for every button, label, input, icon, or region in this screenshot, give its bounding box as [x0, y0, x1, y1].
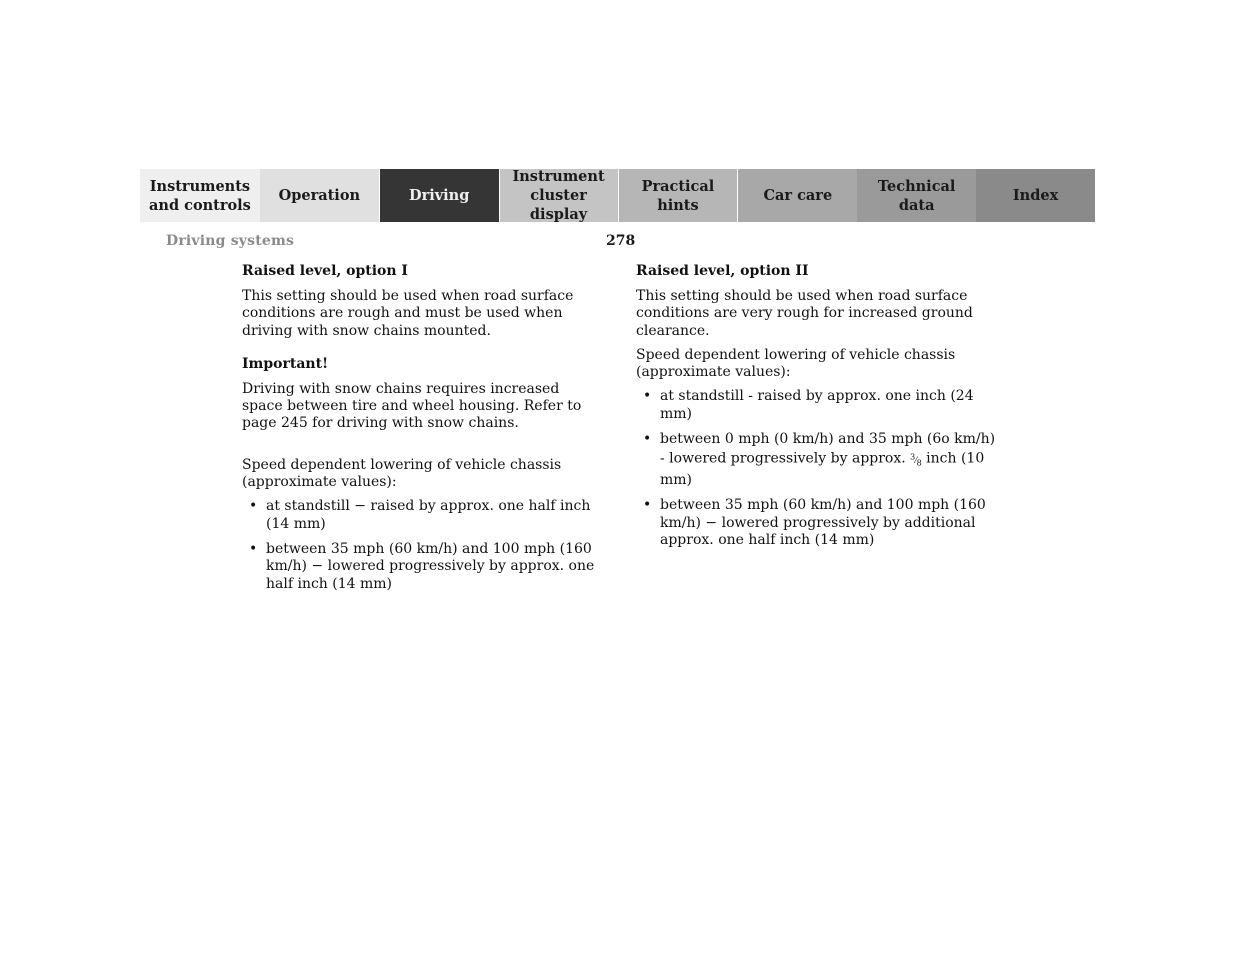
list-item: • between 35 mph (60 km/h) and 100 mph (160 km/h) − lowered progressively by approx. one half inch (14 mm) — [242, 541, 597, 593]
paragraph-speed-intro: Speed dependent lowering of vehicle chassis (approximate values): — [636, 346, 956, 381]
tab-label: Car care — [763, 187, 833, 204]
page-number: 278 — [606, 233, 636, 249]
left-column — [242, 263, 597, 601]
bullet-text: inch (10 mm) — [660, 451, 985, 488]
tab-operation[interactable] — [260, 169, 379, 222]
tab-index[interactable] — [976, 169, 1095, 222]
bullet-list — [242, 498, 597, 592]
paragraph-intro: This setting should be used when road surface conditions are very rough for increased ground clearance. — [636, 288, 973, 339]
bullet-list — [636, 388, 996, 549]
tab-label: Driving — [409, 187, 470, 204]
tab-practical-hints[interactable] — [619, 169, 738, 222]
list-item: • at standstill − raised by approx. one half inch (14 mm) — [242, 498, 597, 533]
tab-label: Technical data — [877, 177, 956, 214]
tab-instruments-and-controls[interactable] — [140, 169, 260, 222]
fraction: $^3⁄_8$ — [910, 452, 922, 468]
paragraph-important: Driving with snow chains requires increased space between tire and wheel housing. Refer to page 245 for driving with snow chains. — [242, 380, 582, 432]
tab-label: Practical hints — [641, 177, 715, 214]
tab-label: Instruments and controls — [149, 177, 251, 214]
list-item — [636, 431, 996, 489]
heading-important: Important! — [242, 355, 329, 372]
tab-label: Operation — [278, 187, 361, 204]
tab-label: Instrument cluster display — [512, 168, 605, 223]
right-column — [636, 263, 996, 557]
fraction-numerator: 3 — [910, 452, 916, 462]
tab-technical-data[interactable] — [857, 169, 976, 222]
fraction-denominator: 8 — [916, 458, 922, 468]
list-item: • between 35 mph (60 km/h) and 100 mph (160 km/h) − lowered progressively by additional approx. one half inch (14 mm) — [636, 497, 996, 549]
bullet-text: between 0 mph (0 km/h) and 35 mph (6o km/h) - lowered progressively by approx. — [660, 431, 996, 468]
paragraph-intro: This setting should be used when road surface conditions are rough and must be used when driving with snow chains mounted. — [242, 288, 574, 339]
tab-driving[interactable] — [380, 169, 499, 222]
paragraph-speed-intro: Speed dependent lowering of vehicle chassis (approximate values): — [242, 456, 562, 491]
chapter-nav — [140, 169, 1095, 222]
heading-raised-level-2: Raised level, option II — [636, 263, 809, 279]
tab-car-care[interactable] — [738, 169, 857, 222]
heading-raised-level-1: Raised level, option I — [242, 263, 408, 279]
section-title: Driving systems — [166, 233, 295, 249]
tab-instrument-cluster-display[interactable] — [500, 169, 618, 222]
tab-label: Index — [1012, 187, 1059, 204]
list-item: • at standstill - raised by approx. one inch (24 mm) — [636, 388, 996, 423]
